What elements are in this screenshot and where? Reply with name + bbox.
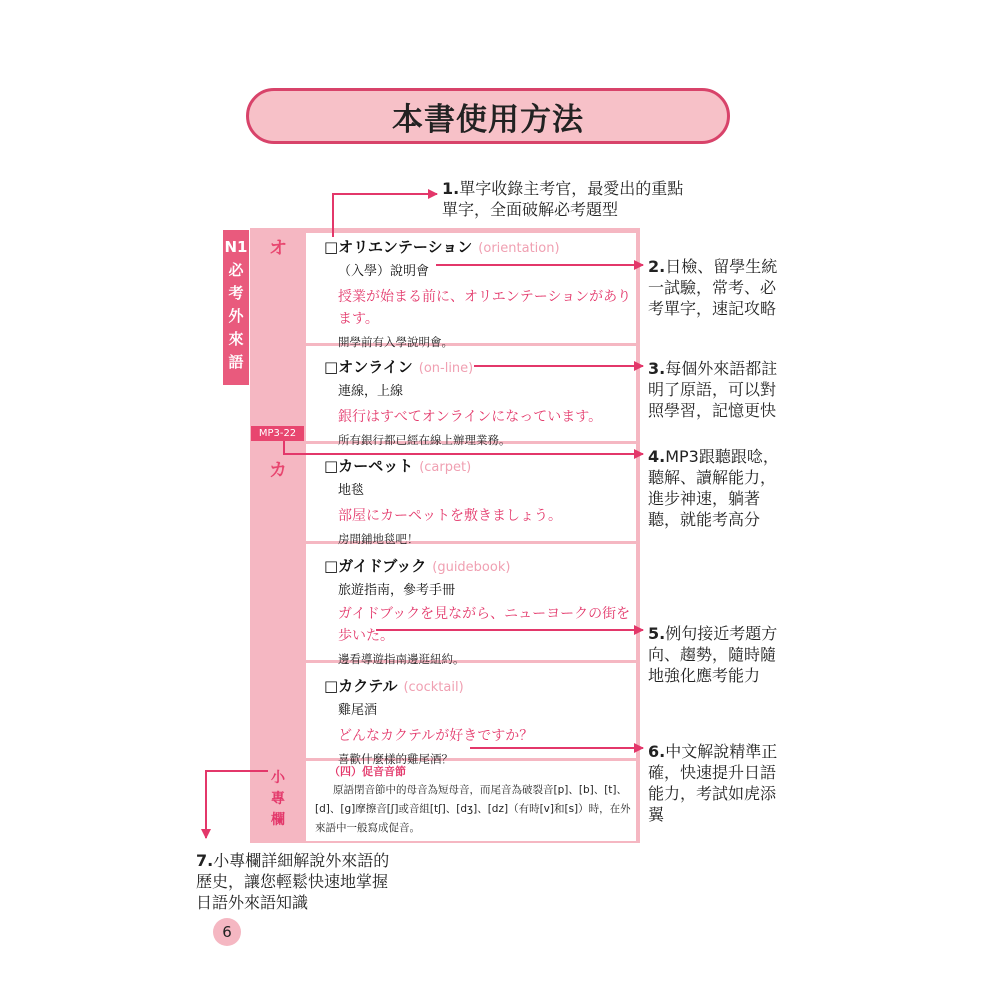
headword-text: カーペット <box>338 457 414 475</box>
column-header-char: 專 <box>271 791 285 807</box>
arrow-7 <box>206 771 268 838</box>
note-text: 例句接近考題方向、趨勢，隨時隨地強化應考能力 <box>648 624 778 685</box>
side-tab-char: 考 <box>228 284 244 302</box>
translation: 邊看導遊指南邊逛紐約。 <box>338 652 465 666</box>
kana-header-ka: カ <box>269 460 287 481</box>
note-text: MP3跟聽跟唸，聽解、讀解能力，進步神速，躺著聽，就能考高分 <box>648 447 779 529</box>
example-sentence: 授業が始まる前に、オリエンテーションがあります。 <box>338 289 632 327</box>
origin-word: (orientation) <box>478 241 560 256</box>
checkbox[interactable]: □ <box>324 238 339 256</box>
meaning: 地毯 <box>338 483 365 498</box>
arrow-4 <box>284 441 643 454</box>
note-number: 1. <box>442 179 460 198</box>
origin-word: (on-line) <box>418 361 474 376</box>
arrow-1 <box>333 194 437 237</box>
column-header-char: 欄 <box>271 812 285 828</box>
example-sentence: どんなカクテルが好きですか？ <box>338 728 534 744</box>
side-tab-char: 語 <box>228 353 244 371</box>
note-text: 中文解說精準正確，快速提升日語能力，考試如虎添翼 <box>648 742 778 824</box>
example-sentence: ガイドブックを見ながら、ニューヨークの街を歩いた。 <box>338 606 631 644</box>
checkbox[interactable]: □ <box>324 457 339 475</box>
headword-text: オンライン <box>338 358 413 376</box>
origin-word: (carpet) <box>419 460 472 475</box>
note-text: 日檢、留學生統一試驗，常考、必考單字，速記攻略 <box>648 257 778 318</box>
side-tab-level: N1 <box>224 238 248 256</box>
checkbox[interactable]: □ <box>324 677 339 695</box>
example-sentence: 銀行はすべてオンラインになっています。 <box>338 409 603 425</box>
translation: 所有銀行都已經在線上辦理業務。 <box>338 433 511 447</box>
note-text: 單字收錄主考官，最愛出的重點單字，全面破解必考題型 <box>442 179 684 219</box>
checkbox[interactable]: □ <box>324 358 339 376</box>
page-number: 6 <box>213 918 241 946</box>
note-number: 4. <box>648 447 666 466</box>
kana-header-o: オ <box>269 238 287 259</box>
column-header-char: 小 <box>271 770 285 786</box>
column-title: （四）促音音節 <box>329 765 406 778</box>
note-number: 3. <box>648 359 666 378</box>
meaning: 雞尾酒 <box>338 703 378 718</box>
translation: 開學前有入學說明會。 <box>338 335 453 349</box>
example-sentence: 部屋にカーペットを敷きましょう。 <box>338 508 562 524</box>
note-number: 7. <box>196 851 214 870</box>
column-body: 原語閉音節中的母音為短母音，而尾音為破裂音[p]、[b]、[t]、[d]、[g]摩擦音[ʃ]或音組[tʃ]、[dʒ]、[dz]（有時[v]和[s]）時，在外來語中一般寫成促音。 <box>315 784 631 834</box>
side-tab-char: 外 <box>228 307 244 325</box>
page-title: 本書使用方法 <box>392 101 584 138</box>
side-tab-char: 必 <box>228 261 244 279</box>
translation: 房間鋪地毯吧！ <box>338 532 419 546</box>
meaning: 連線，上線 <box>338 384 404 399</box>
note-number: 5. <box>648 624 666 643</box>
note-text: 每個外來語都註明了原語，可以對照學習，記憶更快 <box>648 359 778 420</box>
mp3-track-label[interactable]: MP3-22 <box>251 426 304 441</box>
headword-text: オリエンテーション <box>338 238 473 256</box>
headword-text: ガイドブック <box>338 557 427 575</box>
meaning: 旅遊指南，參考手冊 <box>338 583 456 598</box>
origin-word: (guidebook) <box>432 560 511 575</box>
meaning: （入學）說明會 <box>338 264 430 279</box>
translation: 喜歡什麼樣的雞尾酒？ <box>338 752 453 766</box>
note-number: 6. <box>648 742 666 761</box>
headword-text: カクテル <box>338 677 398 695</box>
note-number: 2. <box>648 257 666 276</box>
checkbox[interactable]: □ <box>324 557 339 575</box>
side-tab-char: 來 <box>228 330 244 348</box>
note-text: 小專欄詳細解說外來語的歷史，讓您輕鬆快速地掌握日語外來語知識 <box>196 851 390 912</box>
origin-word: (cocktail) <box>403 680 464 695</box>
